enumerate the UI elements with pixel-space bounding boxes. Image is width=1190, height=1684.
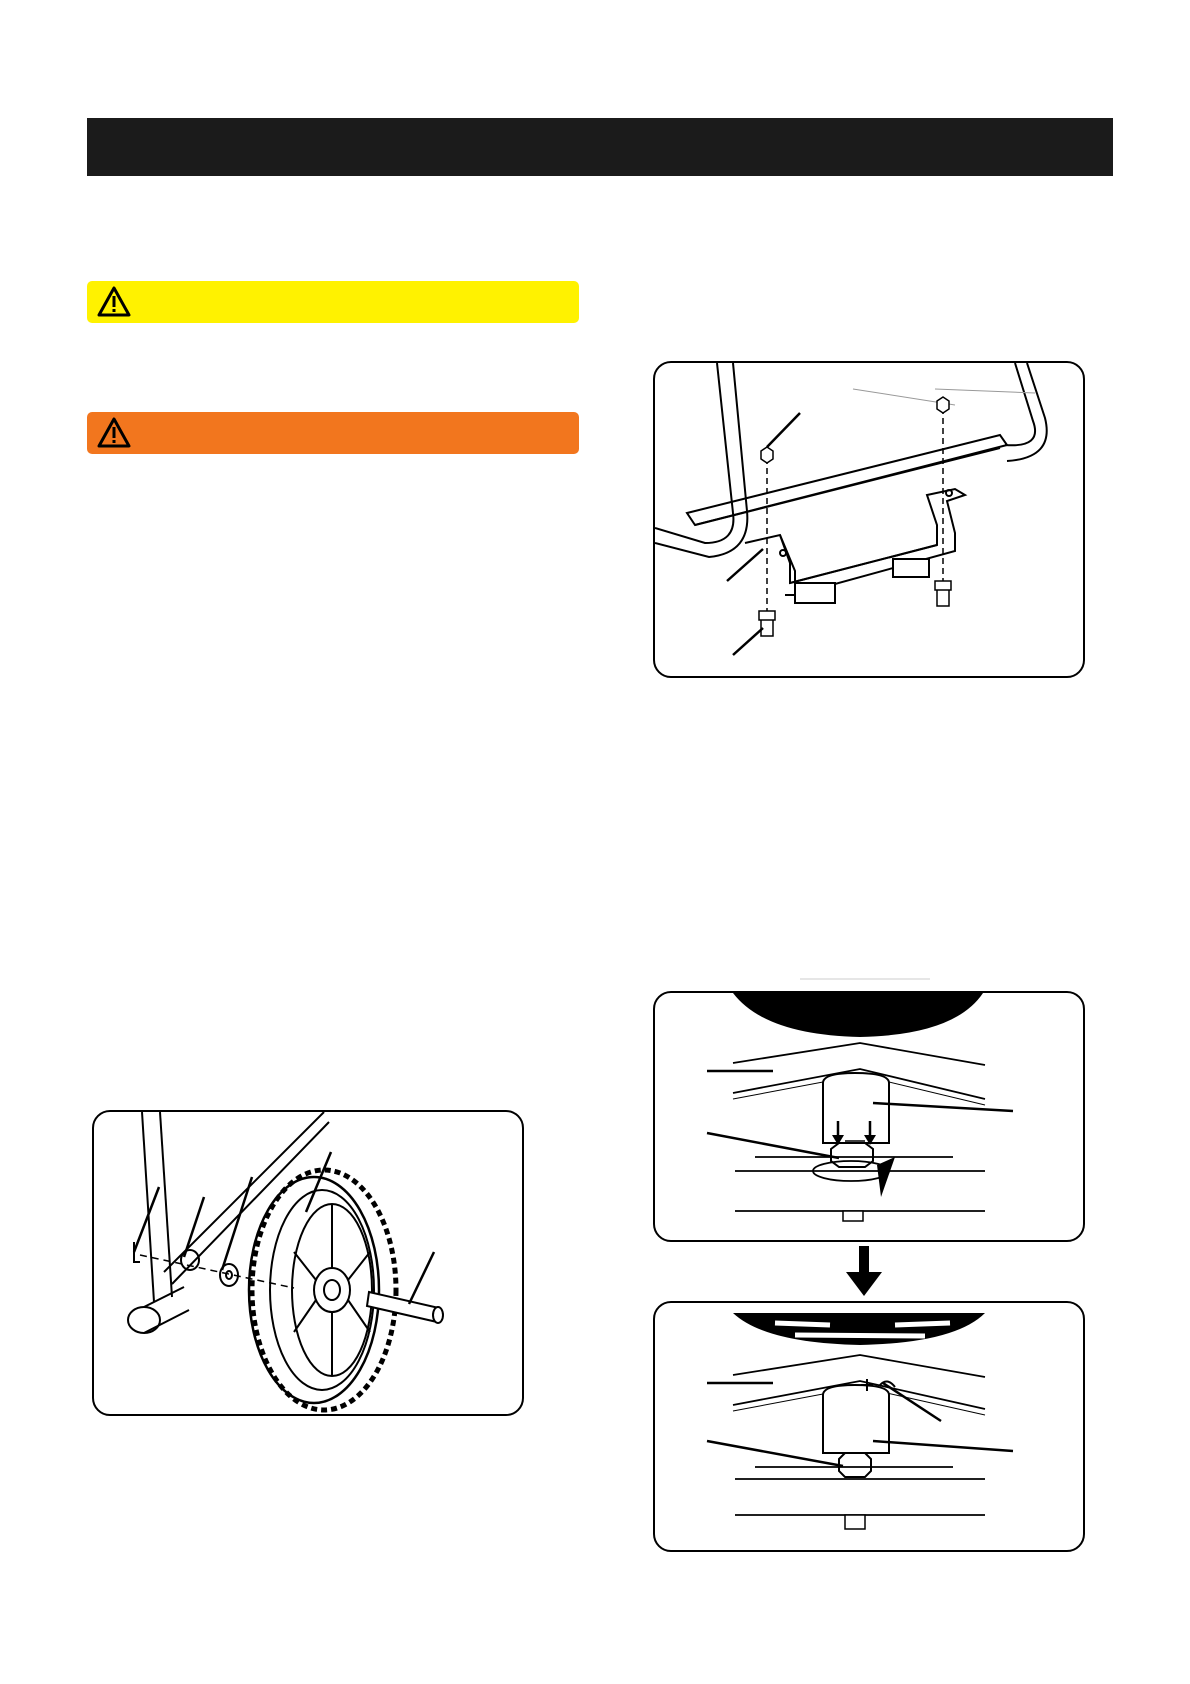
vibration-mount-tight-illustration bbox=[653, 1301, 1085, 1552]
arrow-down-icon bbox=[846, 1246, 882, 1296]
warning-triangle-icon bbox=[97, 286, 131, 317]
divider-line bbox=[800, 978, 930, 980]
warning-bar bbox=[87, 412, 579, 454]
frame-feet-illustration bbox=[653, 361, 1085, 678]
warning-triangle-icon bbox=[97, 417, 131, 448]
vibration-mount-turn-illustration bbox=[653, 991, 1085, 1242]
wheel-assembly-illustration bbox=[92, 1110, 524, 1416]
caution-bar bbox=[87, 281, 579, 323]
page-header-bar bbox=[87, 118, 1113, 176]
